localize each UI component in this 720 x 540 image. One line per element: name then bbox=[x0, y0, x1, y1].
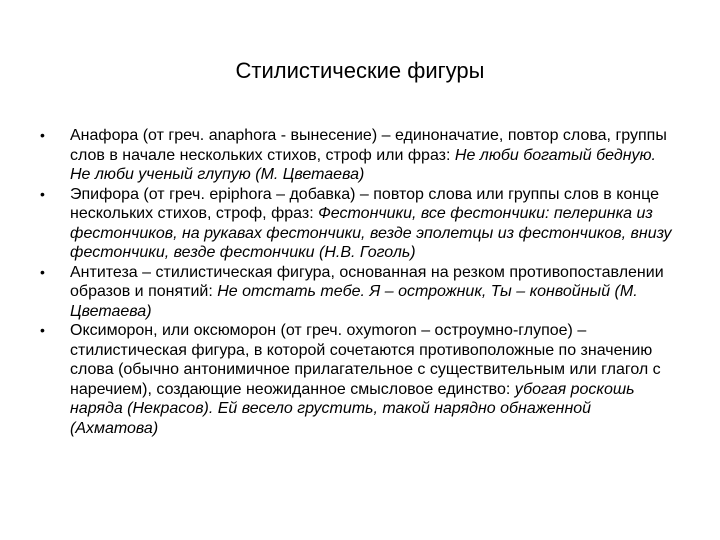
example: Фестончики, все фестончики: пелеринка из фестончиков, на рукавах фестончики, везде эполетцы из фестончиков, внизу фестончики, везде фестончики (Н.В. Гоголь) bbox=[70, 205, 672, 261]
definition: (от греч. anaphora - вынесение) – единоначатие, повтор слова, группы слов в начале нескольких стихов, строф или фраз: bbox=[70, 127, 667, 164]
example: убогая роскошь наряда (Некрасов). Ей весело грустить, такой нарядно обнаженной (Ахматова) bbox=[70, 380, 635, 437]
term: Анафора bbox=[70, 127, 139, 144]
list-item-anaphora bbox=[40, 126, 680, 185]
term: Эпифора bbox=[70, 185, 139, 203]
list-item-epiphora bbox=[40, 185, 680, 263]
bullet-icon: • bbox=[40, 263, 45, 280]
example: Не отстать тебе. Я – острожник, Ты – конвойный (М. Цветаева) bbox=[70, 283, 638, 320]
term: Оксиморон, или оксюморон bbox=[70, 322, 277, 339]
example: Не люби богатый бедную. Не люби ученый глупую (М. Цветаева) bbox=[70, 146, 656, 183]
definition: – стилистическая фигура, основанная на резком противопоставлении образов и понятий: bbox=[70, 263, 664, 300]
slide-title: Стилистические фигуры bbox=[235, 58, 485, 83]
definition: (от греч. epiphora – добавка) – повтор слова или группы слов в конце нескольких стихов, строф, фраз: bbox=[70, 185, 660, 222]
list-item-oxymoron bbox=[40, 321, 680, 438]
bullet-icon: • bbox=[40, 185, 45, 202]
bullet-icon: • bbox=[40, 322, 45, 338]
definition: (от греч. oxymoron – остроумно-глупое) – стилистическая фигура, в которой сочетаются противоположные по значению слова (обычно антонимичное прилагательное с существительным или глагол с наречием), создающие неожиданное смысловое единство: bbox=[70, 322, 661, 398]
definition-list bbox=[40, 126, 680, 438]
bullet-icon: • bbox=[40, 127, 45, 143]
term: Антитеза bbox=[70, 263, 138, 281]
list-item-antithesis bbox=[40, 263, 680, 322]
